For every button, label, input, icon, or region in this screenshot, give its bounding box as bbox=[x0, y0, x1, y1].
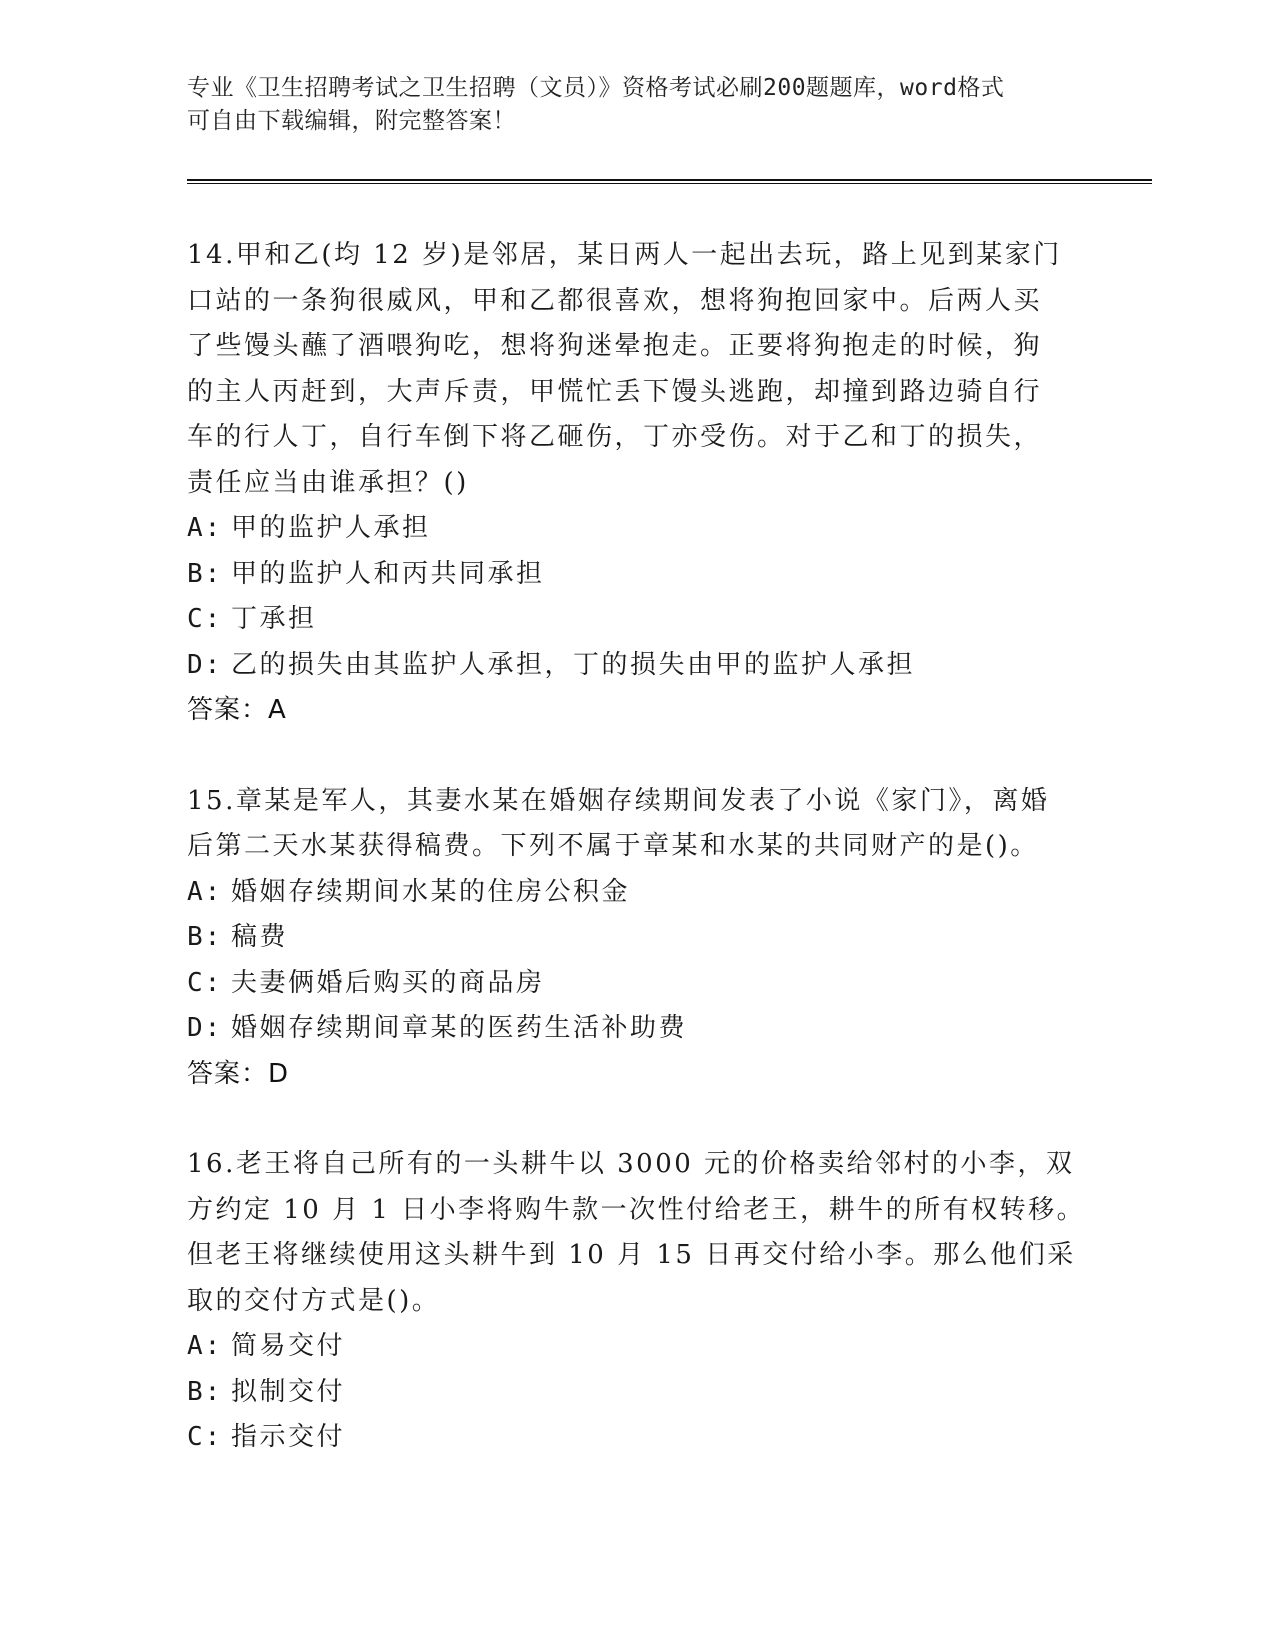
option-letter: B: bbox=[187, 558, 223, 589]
option-text: 甲的监护人承担 bbox=[231, 513, 431, 543]
option-d bbox=[187, 1006, 1087, 1052]
answer-label: 答案：A bbox=[187, 695, 287, 725]
option-text: 甲的监护人和丙共同承担 bbox=[231, 558, 545, 589]
option-text: 丁承担 bbox=[231, 604, 317, 634]
question-text-line: 取的交付方式是()。 bbox=[187, 1285, 441, 1316]
question-text-line: 但老王将继续使用这头耕牛到 10 月 15 日再交付给小李。那么他们采 bbox=[187, 1240, 1076, 1270]
question-text-line: 的主人丙赶到，大声斥责，甲慌忙丢下馒头逃跑，却撞到路边骑自行 bbox=[187, 376, 1043, 407]
option-letter: A: bbox=[187, 513, 223, 543]
option-c bbox=[187, 961, 1087, 1007]
option-a bbox=[187, 506, 1087, 552]
option-text: 简易交付 bbox=[231, 1331, 346, 1361]
option-letter: C: bbox=[187, 1422, 223, 1452]
option-b bbox=[187, 1370, 1087, 1416]
header-line-1: 专业《卫生招聘考试之卫生招聘（文员）》资格考试必刷200题题库，word格式 bbox=[187, 75, 1005, 101]
option-text: 夫妻俩婚后购买的商品房 bbox=[231, 967, 545, 998]
option-text: 婚姻存续期间水某的住房公积金 bbox=[231, 876, 631, 907]
question-text-line: 15.章某是军人，其妻水某在婚姻存续期间发表了小说《家门》，离婚 bbox=[187, 785, 1050, 816]
document-header bbox=[187, 72, 1087, 138]
question-14 bbox=[187, 233, 1087, 734]
option-letter: A: bbox=[187, 1331, 223, 1361]
option-letter: D: bbox=[187, 649, 223, 680]
question-text-line: 后第二天水某获得稿费。下列不属于章某和水某的共同财产的是()。 bbox=[187, 831, 1039, 861]
option-letter: B: bbox=[187, 1376, 223, 1407]
option-d bbox=[187, 643, 1087, 689]
question-text-line: 责任应当由谁承担？() bbox=[187, 467, 469, 498]
answer-label: 答案：D bbox=[187, 1058, 290, 1089]
option-letter: C: bbox=[187, 604, 223, 634]
option-c bbox=[187, 1415, 1087, 1461]
question-text-line: 16.老王将自己所有的一头耕牛以 3000 元的价格卖给邻村的小李，双 bbox=[187, 1149, 1075, 1179]
question-spacer bbox=[187, 734, 1087, 779]
question-text-line: 口站的一条狗很威风，甲和乙都很喜欢，想将狗抱回家中。后两人买 bbox=[187, 285, 1043, 316]
option-text: 稿费 bbox=[231, 922, 289, 952]
question-text-line: 方约定 10 月 1 日小李将购牛款一次性付给老王，耕牛的所有权转移。 bbox=[187, 1194, 1086, 1225]
option-letter: C: bbox=[187, 967, 223, 998]
question-text-line: 车的行人丁，自行车倒下将乙砸伤，丁亦受伤。对于乙和丁的损失， bbox=[187, 422, 1043, 452]
header-line-2: 可自由下载编辑，附完整答案！ bbox=[187, 108, 516, 134]
option-a bbox=[187, 1324, 1087, 1370]
option-letter: B: bbox=[187, 922, 223, 952]
question-15 bbox=[187, 779, 1087, 1098]
option-text: 拟制交付 bbox=[231, 1376, 346, 1407]
option-text: 婚姻存续期间章某的医药生活补助费 bbox=[231, 1013, 688, 1043]
question-list bbox=[187, 233, 1087, 1461]
option-text: 指示交付 bbox=[231, 1422, 346, 1452]
option-c bbox=[187, 597, 1087, 643]
question-spacer bbox=[187, 1097, 1087, 1142]
question-text-line: 了些馒头蘸了酒喂狗吃，想将狗迷晕抱走。正要将狗抱走的时候，狗 bbox=[187, 331, 1043, 361]
header-divider-thin bbox=[187, 183, 1152, 184]
option-letter: D: bbox=[187, 1013, 223, 1043]
option-letter: A: bbox=[187, 876, 223, 907]
option-b bbox=[187, 915, 1087, 961]
question-16 bbox=[187, 1142, 1087, 1461]
option-a bbox=[187, 870, 1087, 916]
option-text: 乙的损失由其监护人承担，丁的损失由甲的监护人承担 bbox=[231, 649, 916, 680]
question-text-line: 14.甲和乙(均 12 岁)是邻居，某日两人一起出去玩，路上见到某家门 bbox=[187, 240, 1062, 270]
option-b bbox=[187, 552, 1087, 598]
header-divider-thick bbox=[187, 179, 1152, 181]
